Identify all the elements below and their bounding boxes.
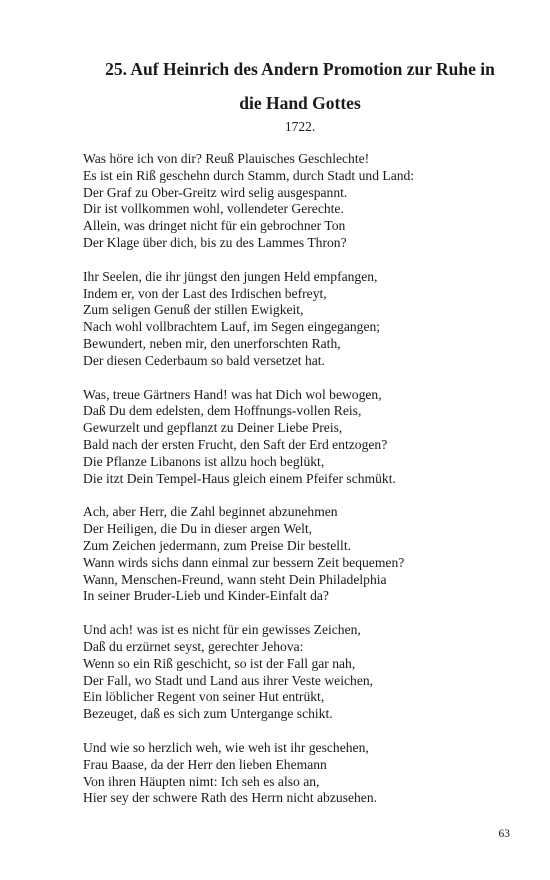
poem-line: Dir ist vollkommen wohl, vollendeter Gerechte. xyxy=(83,201,344,217)
poem-line: Wann, Menschen-Freund, wann steht Dein Philadelphia xyxy=(83,571,387,587)
poem-line: Der Heiligen, die Du in dieser argen Welt, xyxy=(83,521,313,537)
poem-line: Frau Baase, da der Herr den lieben Ehemann xyxy=(83,756,327,772)
poem-line: Ihr Seelen, die ihr jüngst den jungen Held empfangen, xyxy=(83,268,378,284)
poem-line: Der Fall, wo Stadt und Land aus ihrer Veste weichen, xyxy=(83,672,374,688)
poem-line: Zum seligen Genuß der stillen Ewigkeit, xyxy=(83,302,304,318)
poem-title-line-2: die Hand Gottes xyxy=(239,93,361,113)
poem-line: Der Klage über dich, bis zu des Lammes Thron? xyxy=(83,234,347,250)
poem-line: Bewundert, neben mir, den unerforschten Rath, xyxy=(83,335,341,351)
poem-line: Und wie so herzlich weh, wie weh ist ihr geschehen, xyxy=(83,739,369,755)
stanza xyxy=(83,387,523,488)
poem-body xyxy=(83,151,523,824)
poem-line: Und ach! was ist es nicht für ein gewisses Zeichen, xyxy=(83,622,361,638)
poem-line: Indem er, von der Last des Irdischen befreyt, xyxy=(83,285,327,301)
poem-year: 1722. xyxy=(284,119,316,134)
poem-line: Zum Zeichen jedermann, zum Preise Dir bestellt. xyxy=(83,537,352,553)
poem-line: Hier sey der schwere Rath des Herrn nicht abzusehen. xyxy=(83,790,378,806)
poem-title-line-1: 25. Auf Heinrich des Andern Promotion zur Ruhe in xyxy=(105,59,495,79)
poem-line: Was, treue Gärtners Hand! was hat Dich wol bewogen, xyxy=(83,386,382,402)
poem-line: Es ist ein Riß geschehn durch Stamm, durch Stadt und Land: xyxy=(83,167,415,183)
poem-line: Daß Du dem edelsten, dem Hoffnungs-vollen Reis, xyxy=(83,403,362,419)
poem-line: Gewurzelt und gepflanzt zu Deiner Liebe Preis, xyxy=(83,420,343,436)
poem-line: Der diesen Cederbaum so bald versetzet hat. xyxy=(83,352,325,368)
poem-line: Daß du erzürnet seyst, gerechter Jehova: xyxy=(83,638,304,654)
poem-line: Die itzt Dein Tempel-Haus gleich einem Pfeifer schmükt. xyxy=(83,470,396,486)
poem-line: Wann wirds sichs dann einmal zur bessern Zeit bequemen? xyxy=(83,554,405,570)
poem-line: Nach wohl vollbrachtem Lauf, im Segen eingegangen; xyxy=(83,319,381,335)
poem-line: In seiner Bruder-Lieb und Kinder-Einfalt da? xyxy=(83,588,329,604)
poem-line: Bezeuget, daß es sich zum Untergange schikt. xyxy=(83,706,333,722)
stanza xyxy=(83,504,523,605)
poem-line: Was höre ich von dir? Reuß Plauisches Geschlechte! xyxy=(83,151,370,166)
stanza xyxy=(83,622,523,723)
stanza xyxy=(83,151,523,252)
poem-line: Ein löblicher Regent von seiner Hut entrükt, xyxy=(83,689,325,705)
poem-line: Von ihren Häupten nimt: Ich seh es also an, xyxy=(83,773,320,789)
stanza xyxy=(83,269,523,370)
poem-line: Der Graf zu Ober-Greitz wird selig ausgespannt. xyxy=(83,184,348,200)
page-number: 63 xyxy=(498,828,510,840)
poem-line: Allein, was dringet nicht für ein gebrochner Ton xyxy=(83,218,346,234)
stanza xyxy=(83,740,523,807)
poem-line: Bald nach der ersten Frucht, den Saft der Erd entzogen? xyxy=(83,436,388,452)
poem-line: Wenn so ein Riß geschicht, so ist der Fall gar nah, xyxy=(83,655,356,671)
poem-line: Die Pflanze Libanons ist allzu hoch beglükt, xyxy=(83,453,325,469)
poem-line: Ach, aber Herr, die Zahl beginnet abzunehmen xyxy=(83,504,338,520)
